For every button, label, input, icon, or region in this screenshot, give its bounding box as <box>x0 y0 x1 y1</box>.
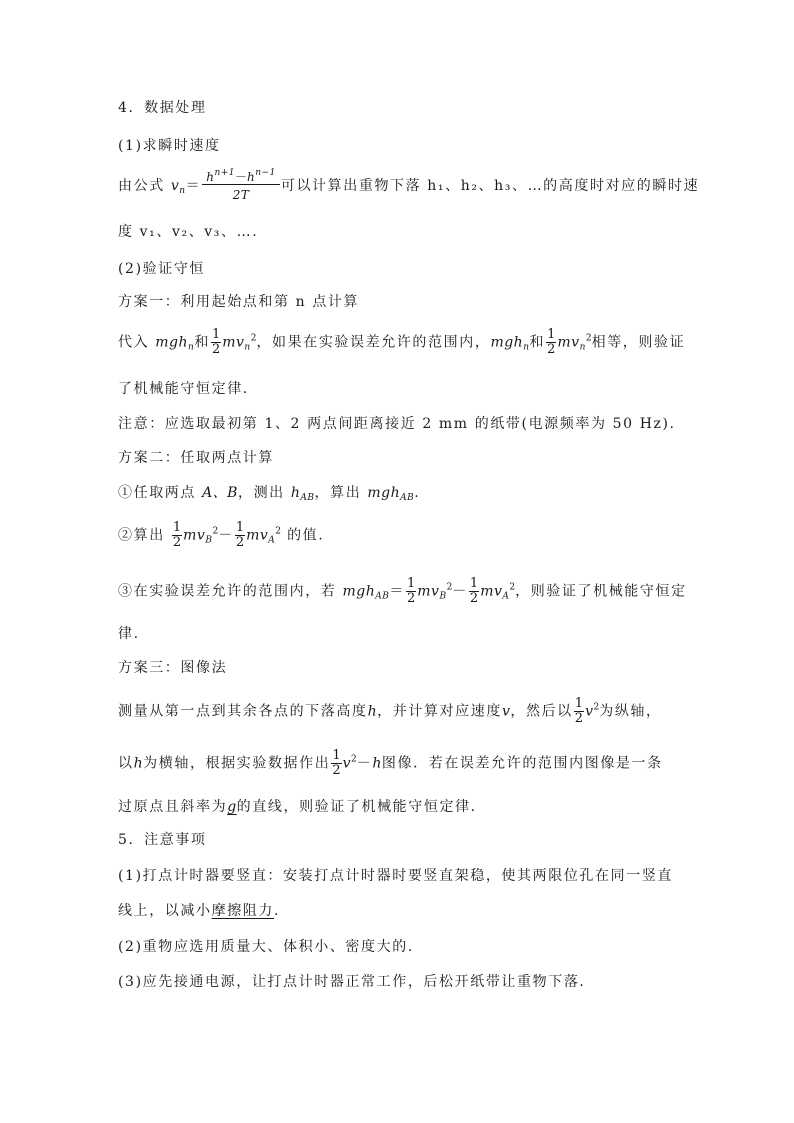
velocity-fraction-denominator: 2T <box>202 184 280 202</box>
plan-1-mv: mv <box>222 334 245 351</box>
numerator-minus: － <box>235 170 248 184</box>
section-5-item-3: (3)应先接通电源，让打点计时器正常工作，后松开纸带让重物下落． <box>118 974 596 990</box>
step-1-text-b: ，测出 <box>237 485 285 501</box>
plan-2-step-3-cont: 律. <box>118 626 140 642</box>
half-den-5: 2 <box>406 591 416 606</box>
plan-3-line-2: 以h为横轴，根据实验数据作出 $\frac{1}{2}$ $v^2-h$图像．若在误差允许的范围内图像是一条 <box>118 748 663 778</box>
step-1-h-sub: AB <box>300 493 315 503</box>
plan-3-text-d: 为纵轴， <box>599 703 662 720</box>
subsection-verify-conservation: (2)验证守恒 <box>118 261 206 277</box>
plan-3-line-3-g: g <box>227 799 237 815</box>
plan-1-mgh-sub: n <box>188 342 195 353</box>
item-1-end: . <box>274 903 281 919</box>
step-3-text-b: ，则验证了机械能守恒定 <box>515 583 687 600</box>
section-4-heading: 4．数据处理 <box>118 100 207 116</box>
note-line: 注意：应选取最初第 1、2 两点间距离接近 2 mm 的纸带(电源频率为 50 Hz). <box>118 416 676 432</box>
formula-prefix: 由公式 <box>118 178 165 194</box>
half-num-6: 1 <box>469 576 479 591</box>
formula-suffix: 可以计算出重物下落 h₁、h₂、h₃、…的高度时对应的瞬时速 <box>280 178 700 194</box>
plan-3-line-3-a: 过原点且斜率为 <box>118 799 228 815</box>
half-fraction-6 <box>469 577 479 606</box>
step-1-text-a: ①任取两点 <box>118 485 196 501</box>
step-1-text-c: ，算出 <box>314 485 362 501</box>
step-1-end: . <box>414 485 421 501</box>
plan-1-mgh-2-sub: n <box>523 342 530 353</box>
plan-2-step-3: ③在实验误差允许的范围内，若 mgh$_{AB}$＝ $\frac{1}{2}$ $mv_B^2-$ $\frac{1}{2}$ $mv_A^2$，则验证了机械能守恒定 <box>118 576 687 606</box>
numerator-h1: h <box>206 170 215 184</box>
item-1-text-b: 线上，以减小 <box>118 903 212 919</box>
subsection-instant-velocity: (1)求瞬时速度 <box>118 138 221 154</box>
plan-1-mv-2: mv <box>557 334 580 351</box>
half-fraction-7 <box>574 697 584 726</box>
half-den-8: 2 <box>332 763 341 778</box>
half-den: 2 <box>211 342 221 357</box>
plan-1-text-a: 代入 <box>118 334 150 351</box>
plan-2-title: 方案二：任取两点计算 <box>118 450 274 466</box>
plan-1-line-1: 代入 mgh$_n$和 $\frac{1}{2}$ $mv_n^2$，如果在实验误差允许的范围内，mgh$_n$和 $\frac{1}{2}$ $mv_n^2$相等，则验证 <box>118 327 686 357</box>
half-fraction-4 <box>235 521 245 550</box>
step-1-mgh-sub: AB <box>400 493 415 503</box>
half-den-2: 2 <box>547 342 556 357</box>
half-num: 1 <box>211 327 221 342</box>
plan-3-text-b: ，并计算对应速度 <box>377 703 502 720</box>
section-5-item-1: (1)打点计时器要竖直：安装打点计时器时要竖直架稳，使其两限位孔在同一竖直 <box>118 868 674 884</box>
plan-3-line-2-b: 为横轴，根据实验数据作出 <box>143 755 331 772</box>
section-5-heading: 5．注意事项 <box>118 832 207 848</box>
formula-sub: n <box>179 186 186 196</box>
half-num-2: 1 <box>547 327 556 342</box>
plan-3-line-3-b: 的直线，则验证了机械能守恒定律． <box>236 799 487 815</box>
plan-3-line-2-c: 图像．若在误差允许的范围内图像是一条 <box>381 755 663 772</box>
step-2-text-b: 的值. <box>287 527 325 544</box>
plan-3-v: v <box>501 703 511 720</box>
plan-1-and-2: 和 <box>529 334 546 351</box>
formula-eq: ＝ <box>185 178 202 194</box>
plan-3-text-a: 测量从第一点到其余各点的下落高度 <box>118 703 368 720</box>
plan-3-line-3 <box>118 797 486 817</box>
velocity-fraction-numerator <box>202 170 280 184</box>
half-fraction-3 <box>172 521 182 550</box>
step-1-h: h <box>290 485 301 501</box>
step-2-text-a: ②算出 <box>118 527 165 544</box>
half-fraction-1 <box>211 328 221 357</box>
formula-var: v <box>170 178 180 194</box>
half-num-7: 1 <box>574 696 584 711</box>
plan-2-step-2: ②算出 $\frac{1}{2}$ $mv_B^2-$ $\frac{1}{2}$ $mv_A^2$ 的值. <box>118 520 325 550</box>
half-den-7: 2 <box>574 711 584 726</box>
plan-3-line-1: 测量从第一点到其余各点的下落高度h，并计算对应速度v，然后以 $\frac{1}{2}$ $v^2$为纵轴， <box>118 696 662 726</box>
numerator-h2: h <box>247 170 256 184</box>
plan-1-title: 方案一：利用起始点和第 n 点计算 <box>118 294 360 310</box>
half-num-4: 1 <box>235 520 245 535</box>
plan-1-and: 和 <box>194 334 210 351</box>
section-5-item-1-cont <box>118 901 280 921</box>
step-1-points: A、B <box>202 485 238 501</box>
half-fraction-8 <box>331 749 341 778</box>
section-5-item-2: (2)重物应选用质量大、体积小、密度大的． <box>118 939 424 955</box>
half-num-8: 1 <box>332 748 341 763</box>
numerator-h2-sup: n−1 <box>255 168 276 178</box>
half-fraction-2 <box>546 328 556 357</box>
plan-3-line-2-a: 以 <box>118 755 134 772</box>
half-fraction-5 <box>406 577 416 606</box>
step-1-mgh: mgh <box>367 485 401 501</box>
half-den-4: 2 <box>235 535 245 550</box>
half-den-3: 2 <box>172 535 182 550</box>
numerator-h1-sup: n+1 <box>214 168 236 178</box>
item-1-underlined: 摩擦阻力 <box>211 903 275 919</box>
plan-1-line-2: 了机械能守恒定律. <box>118 381 249 397</box>
plan-3-line-2-h: h <box>133 755 144 772</box>
velocity-fraction <box>202 170 280 202</box>
plan-1-text-b: ，如果在实验误差允许的范围内， <box>256 334 491 351</box>
plan-1-mv-2-sub: n <box>579 342 586 353</box>
plan-3-title: 方案三：图像法 <box>118 660 228 676</box>
plan-1-mgh: mgh <box>155 334 189 351</box>
half-den-6: 2 <box>469 591 479 606</box>
plan-1-mv-sub: n <box>244 342 251 353</box>
plan-1-mgh-2: mgh <box>490 334 524 351</box>
half-num-5: 1 <box>406 576 416 591</box>
plan-3-h: h <box>367 703 378 720</box>
plan-2-step-1 <box>118 483 420 503</box>
step-3-text-a: ③在实验误差允许的范围内，若 <box>118 583 337 600</box>
half-num-3: 1 <box>172 520 182 535</box>
formula-continuation: 度 v₁、v₂、v₃、…. <box>118 224 259 240</box>
plan-3-text-c: ，然后以 <box>510 703 573 720</box>
plan-1-text-c: 相等，则验证 <box>591 334 686 351</box>
velocity-formula-line <box>118 170 699 202</box>
